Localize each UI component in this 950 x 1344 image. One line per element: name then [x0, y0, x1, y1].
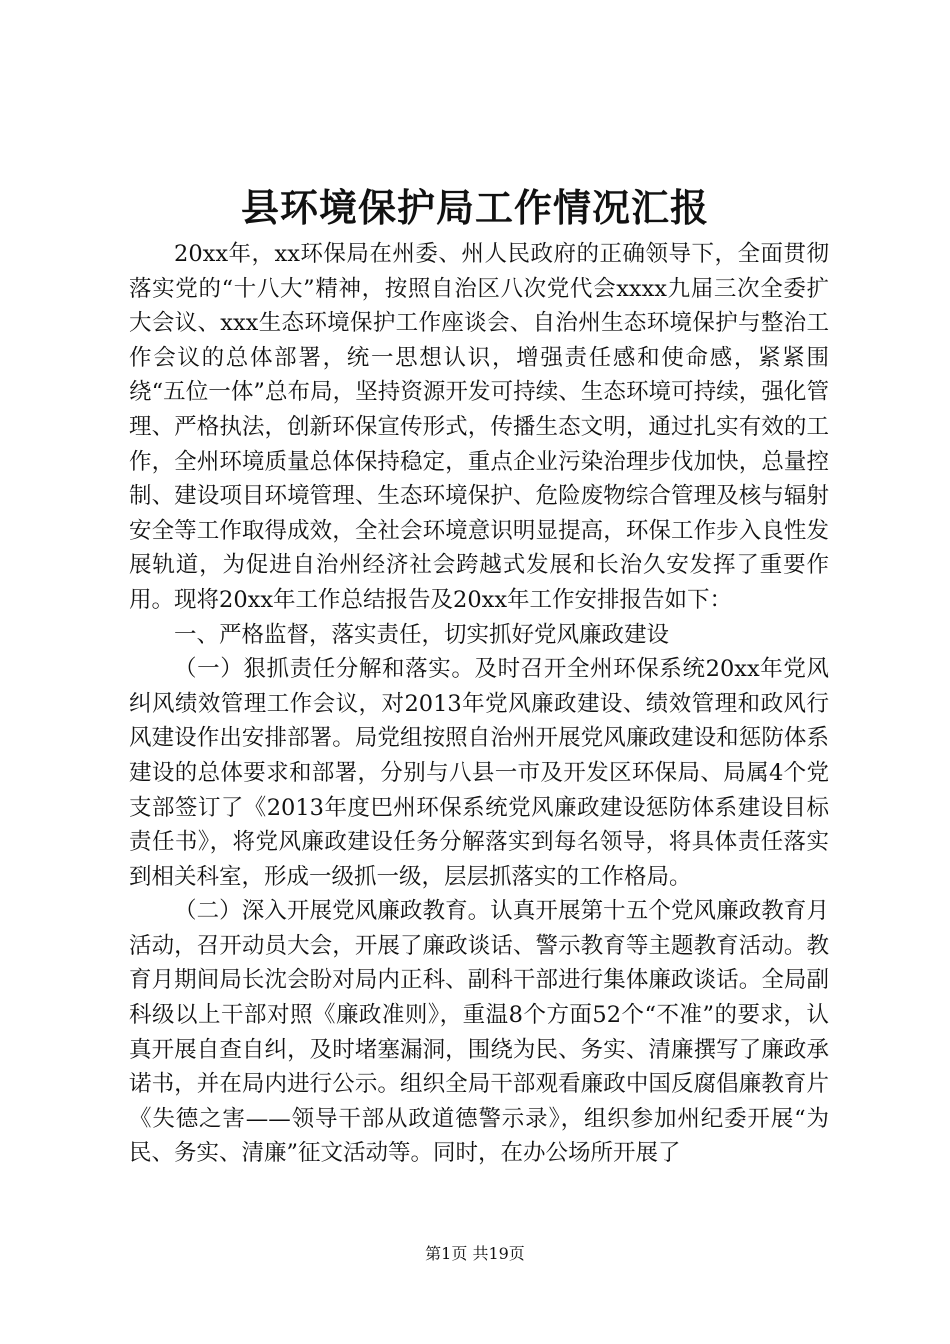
document-body: [129, 237, 829, 1171]
intro-paragraph: 20xx年，xx环保局在州委、州人民政府的正确领导下，全面贯彻落实党的“十八大”精神，按照自治区八次党代会xxxx九届三次全委扩大会议、xxx生态环境保护工作座谈会、自治州生态环境保护与整治工作会议的总体部署，统一思想认识，增强责任感和使命感，紧紧围绕“五位一体”总布局，坚持资源开发可持续、生态环境可持续，强化管理、严格执法，创新环保宣传形式，传播生态文明，通过扎实有效的工作，全州环境质量总体保持稳定，重点企业污染治理步伐加快，总量控制、建设项目环境管理、生态环境保护、危险废物综合管理及核与辐射安全等工作取得成效，全社会环境意识明显提高，环保工作步入良性发展轨道，为促进自治州经济社会跨越式发展和长治久安发挥了重要作用。现将20xx年工作总结报告及20xx年工作安排报告如下：: [129, 241, 829, 613]
page-number-footer: 第1页 共19页: [425, 1244, 525, 1263]
document-title: 县环境保护局工作情况汇报: [240, 185, 709, 230]
section-heading-1: 一、严格监督，落实责任，切实抓好党风廉政建设: [174, 621, 670, 648]
subsection-paragraph-2: （二）深入开展党风廉政教育。认真开展第十五个党风廉政教育月活动，召开动员大会，开展了廉政谈话、警示教育等主题教育活动。教育月期间局长沈会盼对局内正科、副科干部进行集体廉政谈话。全局副科级以上干部对照《廉政准则》，重温8个方面52个“不准”的要求，认真开展自查自纠，及时堵塞漏洞，围绕为民、务实、清廉撰写了廉政承诺书，并在局内进行公示。组织全局干部观看廉政中国反腐倡廉教育片《失德之害——领导干部从政道德警示录》，组织参加州纪委开展“为民、务实、清廉”征文活动等。同时，在办公场所开展了: [129, 898, 829, 1167]
subsection-paragraph-1: （一）狠抓责任分解和落实。及时召开全州环保系统20xx年党风纠风绩效管理工作会议，对2013年党风廉政建设、绩效管理和政风行风建设作出安排部署。局党组按照自治州开展党风廉政建设和惩防体系建设的总体要求和部署，分别与八县一市及开发区环保局、局属4个党支部签订了《2013年度巴州环保系统党风廉政建设惩防体系建设目标责任书》，将党风廉政建设任务分解落实到每名领导，将具体责任落实到相关科室，形成一级抓一级，层层抓落实的工作格局。: [129, 656, 829, 890]
